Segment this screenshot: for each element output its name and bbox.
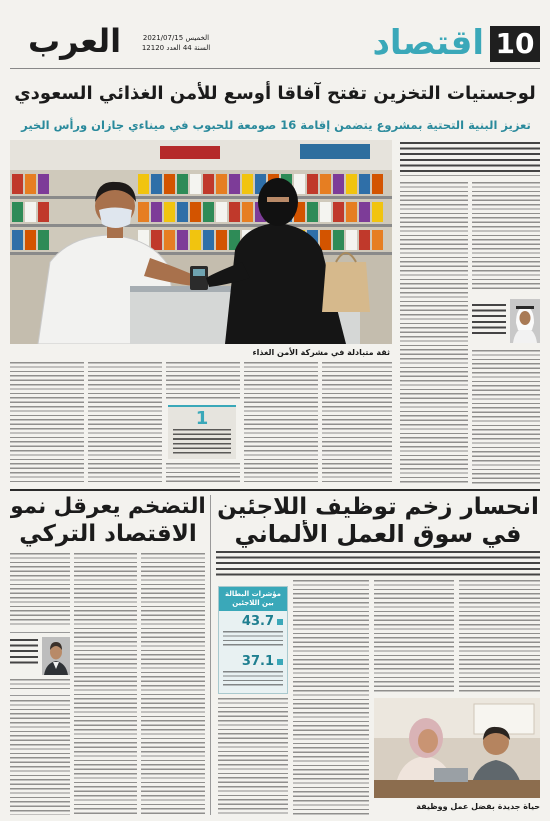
fact-box [168, 405, 236, 459]
section-divider [10, 489, 540, 491]
store-sign [300, 144, 370, 159]
stat-item [219, 611, 287, 651]
column-divider [210, 495, 211, 815]
body-text-column [472, 350, 540, 485]
supermarket-checkout-image [10, 140, 392, 344]
expert-title-text [10, 679, 70, 691]
bullet-square-icon [277, 659, 283, 665]
body-text-column [10, 700, 70, 815]
body-text-column [293, 580, 369, 815]
issue-day-date: الخميس 2021/07/15 [142, 34, 210, 42]
shopping-bag [322, 262, 370, 312]
bullet-square-icon [277, 619, 283, 625]
issue-number: السنة 44 العدد 12120 [141, 44, 211, 52]
stats-box-title: مؤشرات البطالة بين اللاجئين [219, 587, 287, 611]
body-text-column [244, 362, 318, 485]
official-name-text [472, 304, 506, 334]
page-number: 10 [490, 26, 540, 62]
main-headline: لوجستيات التخزين تفتح آفاقا أوسع للأمن الغذائي السعودي [14, 83, 536, 104]
refugees-photo [374, 698, 540, 798]
fact-box-number: 1 [195, 408, 209, 429]
body-text-column [10, 553, 70, 628]
refugees-photo-caption: حياة جديدة بفضل عمل ووظيفة [416, 802, 540, 811]
masthead-divider [10, 68, 540, 69]
germany-headline-line2: في سوق العمل الألماني [234, 520, 522, 548]
main-lead-paragraph [400, 142, 540, 176]
turkey-headline-line2: الاقتصاد التركي [19, 521, 197, 547]
laptop [434, 768, 468, 782]
stat-label-text [223, 671, 283, 688]
quoted-expert-box [10, 632, 70, 696]
expert-portrait [42, 637, 70, 675]
stat-item [219, 651, 287, 691]
office-workers-image [374, 698, 540, 798]
body-text-column [74, 553, 137, 815]
body-text-column [472, 182, 540, 292]
germany-lead-paragraph [216, 551, 540, 576]
body-text-column [10, 362, 84, 485]
official-portrait [510, 299, 540, 343]
body-text-column [88, 362, 162, 485]
lead-photo [10, 140, 392, 344]
body-text-column [166, 362, 240, 401]
germany-headline-line1: انحسار زخم توظيف اللاجئين [217, 494, 539, 520]
turkey-headline-line1: التضخم يعرقل نمو [10, 494, 206, 519]
section-title: اقتصاد [372, 23, 484, 63]
body-text-column [218, 698, 288, 815]
body-text-column [141, 553, 205, 815]
store-sign [160, 146, 220, 159]
body-text-column [459, 580, 540, 694]
stat-value: 43.7 [241, 614, 274, 629]
main-subheadline: تعزيز البنية التحتية بمشروع يتضمن إقامة 16 صومعة للحبوب في ميناءي جازان ورأس الخير [21, 118, 531, 132]
body-text-column [166, 463, 240, 485]
body-text-column [400, 182, 468, 485]
refugee-stats-box [218, 586, 288, 694]
body-text-column [322, 362, 392, 485]
stat-value: 37.1 [241, 654, 274, 669]
lead-photo-caption: ثقة متبادلة في مشركة الأمن الغذاء [252, 348, 390, 357]
quoted-official-box [472, 296, 540, 346]
body-text-column [374, 580, 454, 694]
newspaper-logo: العرب [28, 22, 122, 60]
stat-label-text [223, 631, 283, 648]
expert-name-text [10, 639, 38, 667]
issue-date-block [134, 33, 218, 53]
fact-box-text [173, 429, 231, 455]
